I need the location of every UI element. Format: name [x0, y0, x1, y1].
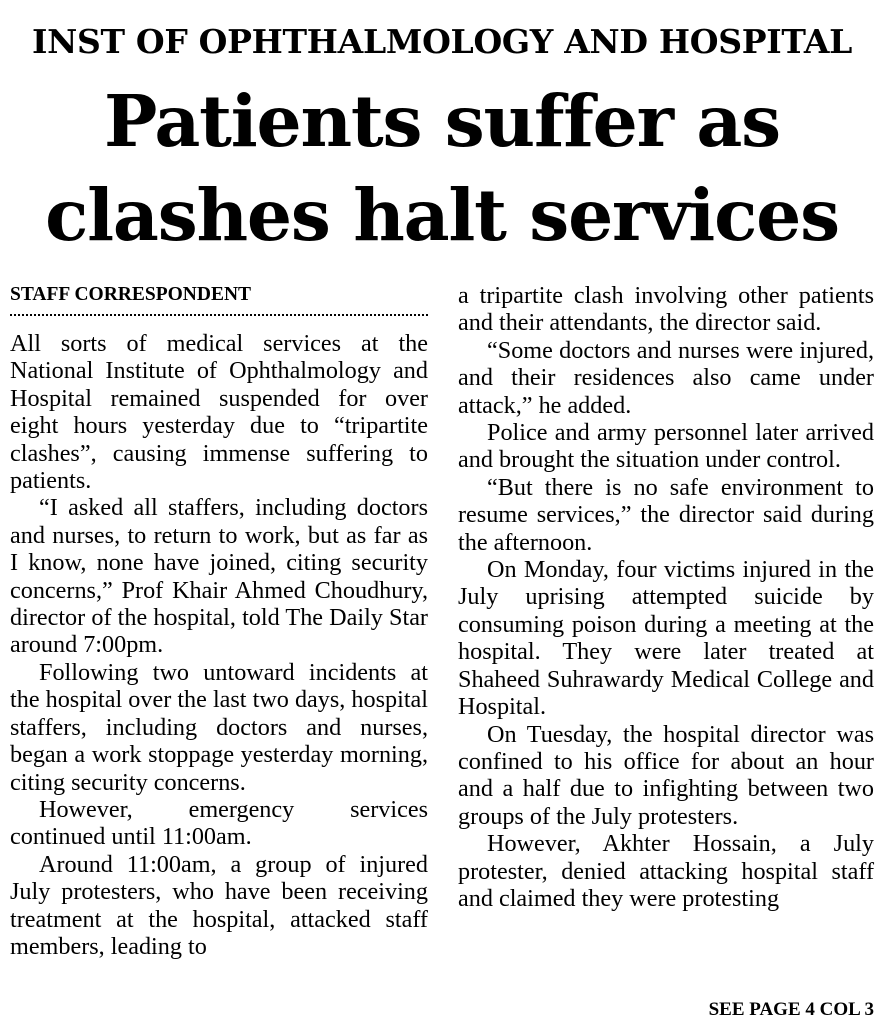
byline-divider — [10, 314, 428, 316]
article-paragraph: However, emergency services continued until 11:00am. — [10, 795, 428, 851]
article-paragraph: a tripartite clash involving other patients and their attendants, the director said. — [458, 282, 874, 337]
headline — [0, 74, 884, 262]
article-paragraph: On Tuesday, the hospital director was confined to his office for about an hour and a half due to infighting between two groups of the July protesters. — [458, 720, 874, 830]
continued-on-page-link[interactable]: SEE PAGE 4 COL 3 — [708, 999, 874, 1020]
headline-line-1: Patients suffer as — [104, 79, 780, 163]
article-column-right — [458, 280, 874, 912]
article-paragraph: “Some doctors and nurses were injured, and their residences also came under attack,” he added. — [458, 336, 874, 419]
article-paragraph: All sorts of medical services at the National Institute of Ophthalmology and Hospital remained suspended for over eight hours yesterday due to “tripartite clashes”, causing immense suffering to patients. — [10, 330, 428, 495]
article-paragraph: Police and army personnel later arrived and brought the situation under control. — [458, 419, 874, 474]
article-paragraph: Following two untoward incidents at the hospital over the last two days, hospital staffers, including doctors and nurses, began a work stoppage yesterday morning, citing security concerns. — [10, 658, 428, 796]
article-paragraph: On Monday, four victims injured in the July uprising attempted suicide by consuming poison during a meeting at the hospital. They were later treated at Shaheed Suhrawardy Medical College and Hospital. — [458, 556, 874, 721]
headline-line-2: clashes halt services — [45, 173, 839, 257]
article-column-left — [10, 280, 428, 960]
article-paragraph: “I asked all staffers, including doctors and nurses, to return to work, but as far as I know, none have joined, citing security concerns,” Prof Khair Ahmed Choudhury, director of the hospital, told The Daily Star around 7:00pm. — [10, 494, 428, 659]
article-paragraph: “But there is no safe environment to resume services,” the director said during the afternoon. — [458, 473, 874, 556]
kicker-label: INST OF OPHTHALMOLOGY AND HOSPITAL — [31, 22, 853, 61]
article-paragraph: Around 11:00am, a group of injured July protesters, who have been receiving treatment at the hospital, attacked staff members, leading to — [10, 850, 428, 960]
byline: STAFF CORRESPONDENT — [10, 284, 252, 305]
article-paragraph: However, Akhter Hossain, a July protester, denied attacking hospital staff and claimed they were protesting — [458, 830, 874, 912]
